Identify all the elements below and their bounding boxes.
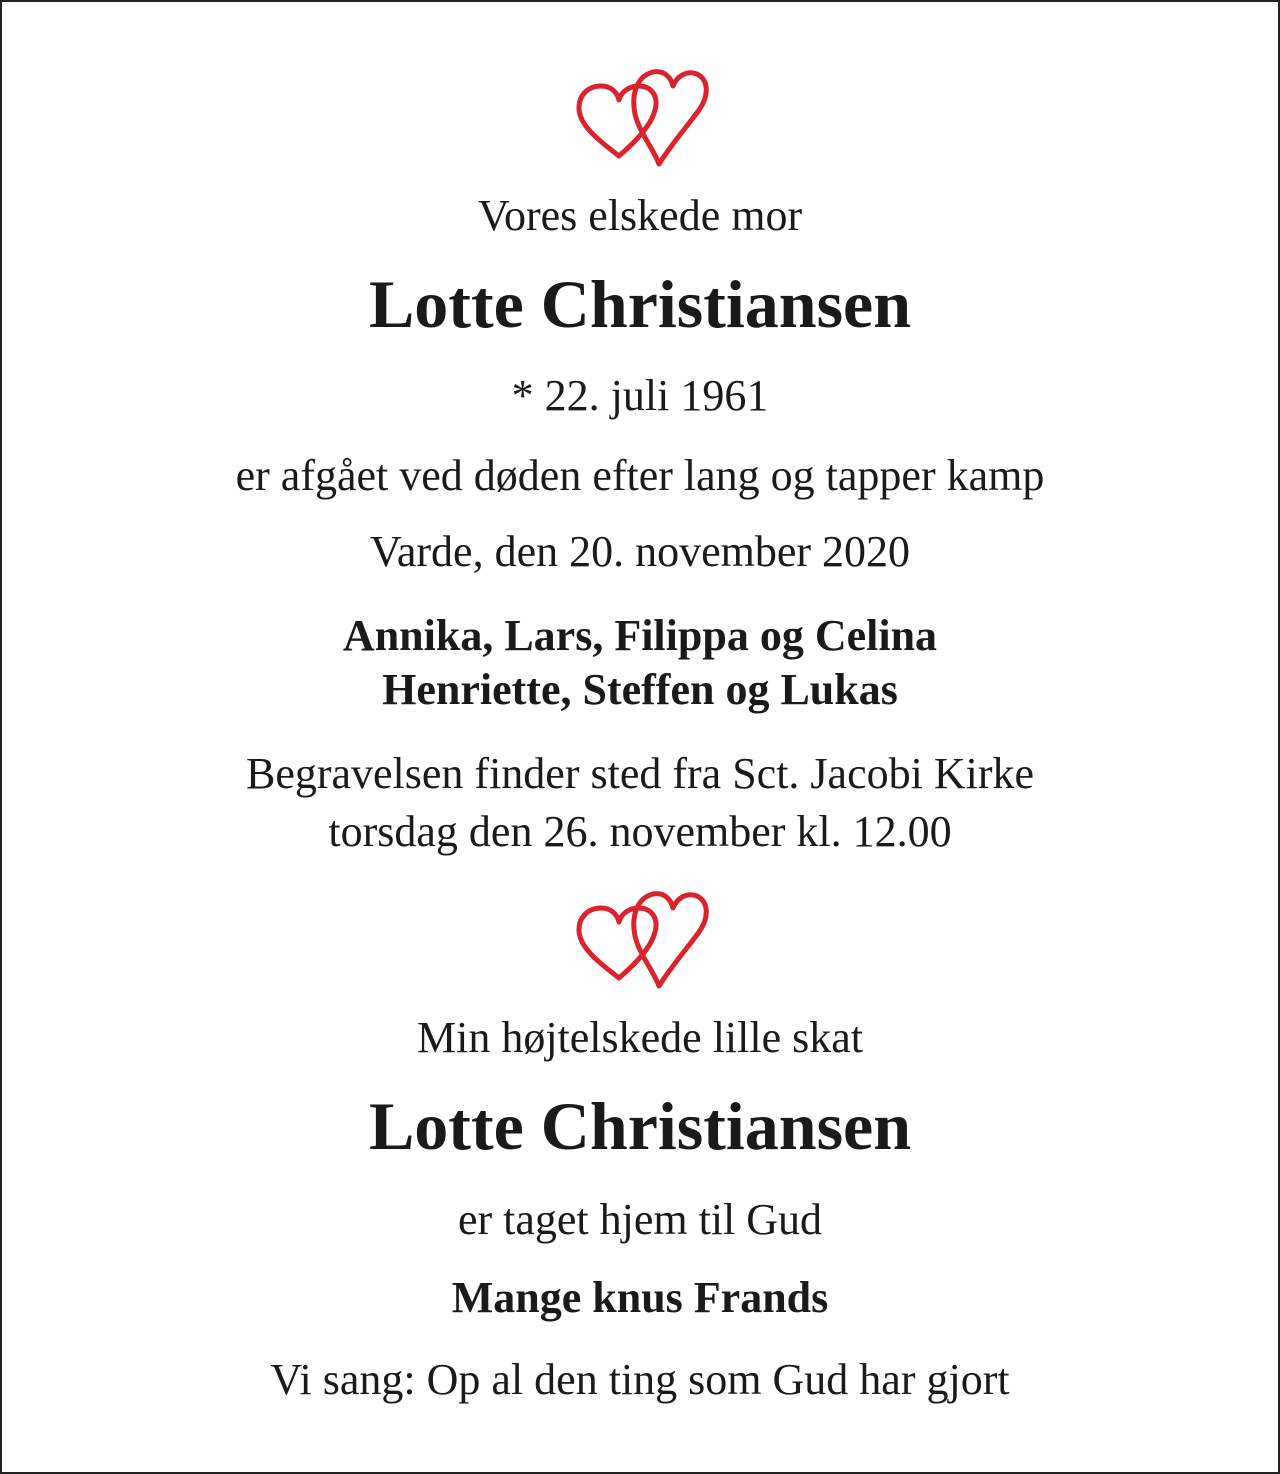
intro-text-2: Min højtelskede lille skat xyxy=(416,1013,864,1062)
double-heart-icon xyxy=(573,886,713,990)
birth-date: * 22. juli 1961 xyxy=(511,371,769,420)
funeral-info-line1: Begravelsen finder sted fra Sct. Jacobi Kirke xyxy=(245,749,1035,798)
song-text: Vi sang: Op al den ting som Gud har gjort xyxy=(270,1355,1010,1404)
double-heart-icon xyxy=(573,64,713,168)
intro-text: Vores elskede mor xyxy=(477,191,803,240)
signature: Mange knus Frands xyxy=(451,1273,829,1322)
family-names-line2: Henriette, Steffen og Lukas xyxy=(382,665,898,714)
funeral-info-line2: torsdag den 26. november kl. 12.00 xyxy=(328,807,952,856)
deceased-name: Lotte Christiansen xyxy=(368,266,912,342)
passing-text-2: er taget hjem til Gud xyxy=(457,1195,823,1244)
deceased-name-2: Lotte Christiansen xyxy=(368,1088,912,1164)
place-date: Varde, den 20. november 2020 xyxy=(369,527,911,576)
passing-text: er afgået ved døden efter lang og tapper kamp xyxy=(235,451,1045,500)
family-names-line1: Annika, Lars, Filippa og Celina xyxy=(342,611,938,660)
